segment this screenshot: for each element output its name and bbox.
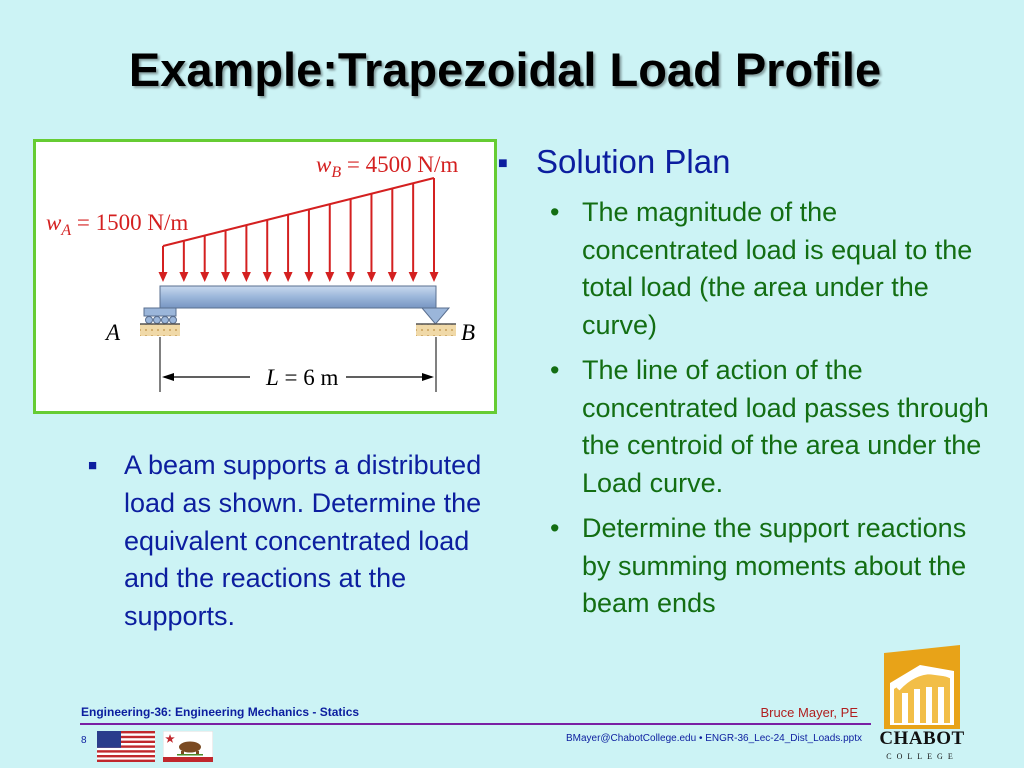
load-arrowhead [367, 272, 376, 282]
dot-bullet-icon: • [550, 513, 560, 543]
support-b [416, 308, 456, 336]
dot-bullet-icon: • [550, 197, 560, 227]
load-arrowhead [200, 272, 209, 282]
load-arrowhead [284, 272, 293, 282]
load-arrowhead [430, 272, 439, 282]
load-arrowhead [325, 272, 334, 282]
problem-statement [84, 447, 504, 636]
wa-label: $w_A = 1500$ N/m [46, 210, 189, 239]
solution-plan [498, 140, 998, 631]
logo-subtitle: COLLEGE [886, 752, 958, 761]
dot-bullet-icon: • [550, 355, 560, 385]
load-arrowhead [263, 272, 272, 282]
solution-step: • The magnitude of the concentrated load is equal to the total load (the area under the curve) [498, 194, 998, 344]
load-arrowhead [221, 272, 230, 282]
solution-plan-heading: ■ Solution Plan [498, 140, 998, 184]
load-arrowhead [409, 272, 418, 282]
solution-steps [498, 194, 998, 623]
chabot-college-logo [880, 643, 964, 729]
problem-text: A beam supports a distributed load as shown. Determine the equivalent concentrated load and the reactions at the supports. [124, 450, 482, 632]
course-name: Engineering-36: Engineering Mechanics - Statics [81, 705, 360, 719]
author-name: Bruce Mayer, PE [760, 705, 858, 720]
length-label: L = 6 m [266, 365, 339, 390]
support-a [140, 308, 180, 336]
beam-figure [33, 139, 497, 414]
california-flag-icon [163, 731, 213, 762]
load-arrowhead [388, 272, 397, 282]
solution-step: • The line of action of the concentrated load passes through the centroid of the area under the Load curve. [498, 352, 998, 502]
contact-info: BMayer@ChabotCollege.edu • ENGR-36_Lec-24_Dist_Loads.pptx [565, 733, 862, 744]
load-arrowhead [179, 272, 188, 282]
square-bullet-icon: ■ [498, 155, 508, 172]
load-arrows [159, 178, 439, 282]
load-profile-line [163, 178, 434, 246]
point-a-label: A [106, 320, 121, 345]
logo-wordmark: CHABOT [879, 728, 965, 749]
load-arrowhead [304, 272, 313, 282]
beam [160, 286, 436, 308]
us-flag-icon [97, 731, 155, 762]
wb-label: $w_B = 4500$ N/m [316, 152, 459, 181]
load-arrowhead [159, 272, 168, 282]
solution-step: • Determine the support reactions by summing moments about the beam ends [498, 510, 998, 623]
footer-divider [80, 723, 871, 725]
slide-title: Example:Trapezoidal Load Profile [128, 43, 882, 96]
load-arrowhead [346, 272, 355, 282]
page-number: 8 [81, 735, 87, 746]
square-bullet-icon: ■ [88, 457, 98, 474]
load-arrowhead [242, 272, 251, 282]
beam-diagram [36, 142, 494, 411]
point-b-label: B [461, 320, 476, 345]
